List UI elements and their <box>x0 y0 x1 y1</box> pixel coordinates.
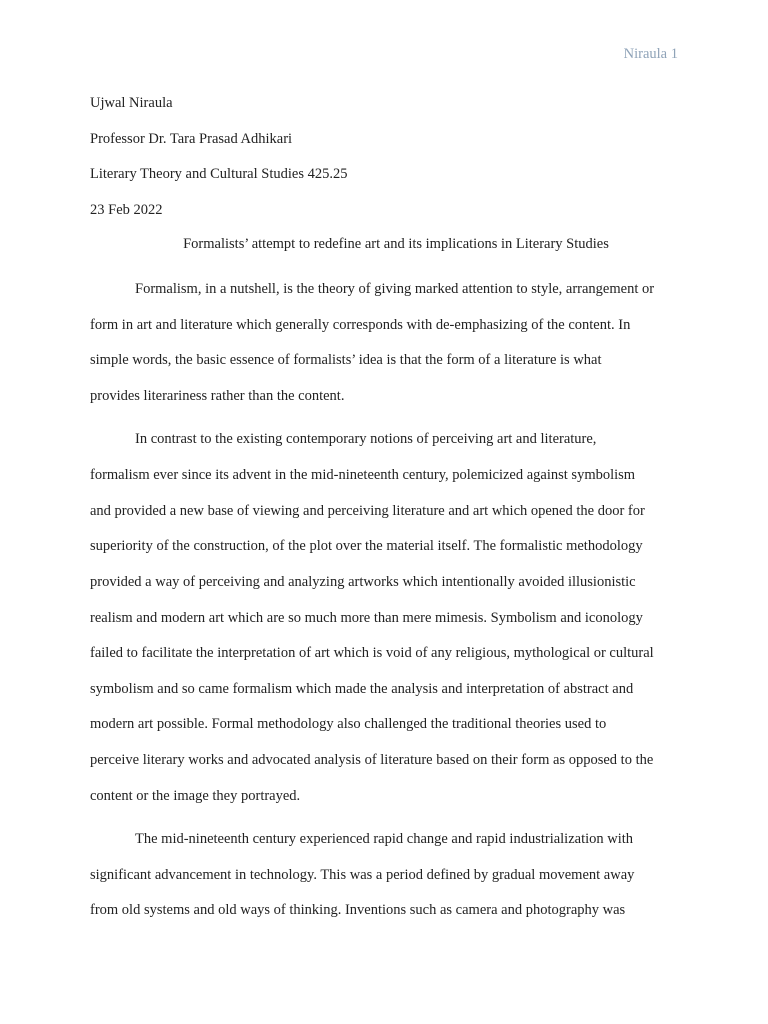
paragraph-line: form in art and literature which generally corresponds with de-emphasizing of the content. In <box>90 317 631 333</box>
paragraph-line: significant advancement in technology. This was a period defined by gradual movement away <box>90 867 635 883</box>
paragraph-line: superiority of the construction, of the plot over the material itself. The formalistic methodology <box>90 538 643 554</box>
paragraph-line: symbolism and so came formalism which made the analysis and interpretation of abstract and <box>90 681 634 697</box>
professor-name: Professor Dr. Tara Prasad Adhikari <box>90 131 293 147</box>
paragraph-line: provides literariness rather than the content. <box>90 388 345 404</box>
paragraph-line: failed to facilitate the interpretation of art which is void of any religious, mythological or cultural <box>90 645 654 661</box>
course-name: Literary Theory and Cultural Studies 425.25 <box>90 166 348 182</box>
essay-title: Formalists’ attempt to redefine art and its implications in Literary Studies <box>183 236 609 252</box>
paragraph-line: realism and modern art which are so much more than mere mimesis. Symbolism and iconology <box>90 610 643 626</box>
paragraph-line: from old systems and old ways of thinking. Inventions such as camera and photography was <box>90 902 626 918</box>
paragraph-line: and provided a new base of viewing and perceiving literature and art which opened the door for <box>90 503 645 519</box>
author-name: Ujwal Niraula <box>90 95 173 111</box>
paragraph-line: Formalism, in a nutshell, is the theory of giving marked attention to style, arrangement or <box>135 281 655 297</box>
paragraph-line: perceive literary works and advocated analysis of literature based on their form as opposed to the <box>90 752 654 768</box>
paragraph-line: content or the image they portrayed. <box>90 788 301 804</box>
paragraph-line: In contrast to the existing contemporary notions of perceiving art and literature, <box>135 431 597 447</box>
paragraph-line: simple words, the basic essence of formalists’ idea is that the form of a literature is what <box>90 352 602 368</box>
paragraph-line: formalism ever since its advent in the mid-nineteenth century, polemicized against symbolism <box>90 467 636 483</box>
essay-date: 23 Feb 2022 <box>90 202 163 218</box>
running-head: Niraula 1 <box>623 46 678 62</box>
paragraph-line: provided a way of perceiving and analyzing artworks which intentionally avoided illusionistic <box>90 574 636 590</box>
paragraph-line: The mid-nineteenth century experienced rapid change and rapid industrialization with <box>135 831 634 847</box>
paragraph-line: modern art possible. Formal methodology also challenged the traditional theories used to <box>90 716 607 732</box>
